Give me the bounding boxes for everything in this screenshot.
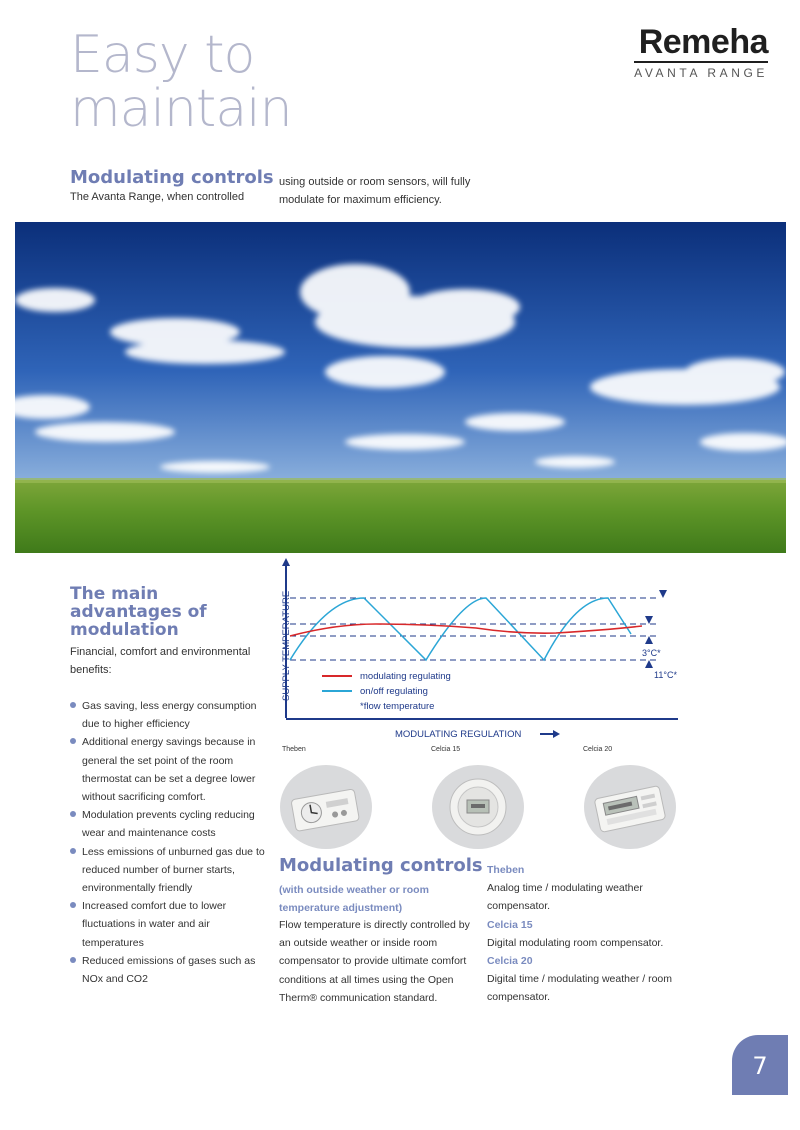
x-axis-label: MODULATING REGULATION: [395, 729, 522, 740]
list-item: Increased comfort due to lower fluctuations in water and air temperatures: [70, 897, 265, 952]
celcia15-thermostat-image: [431, 764, 525, 850]
list-item: Additional energy savings because in general the set point of the room thermostat can be set a degree lower without sacrificing comfort.: [70, 733, 265, 806]
logo-subtitle: AVANTA RANGE: [634, 66, 768, 80]
regulation-chart: [276, 556, 696, 746]
modulating-controls-body: Flow temperature is directly controlled by an outside weather or inside room compensator to provide ultimate comfort conditions at all times using the Open Therm® communication standard.: [279, 919, 470, 1004]
list-item: Gas saving, less energy consumption due to higher efficiency: [70, 697, 265, 733]
modulating-controls-heading: Modulating controls: [279, 855, 483, 876]
remeha-logo: [634, 24, 768, 80]
product-text: Analog time / modulating weather compensator.: [487, 882, 643, 913]
onoff-curve: [290, 598, 631, 660]
product-name: Celcia 15: [487, 918, 533, 931]
advantages-intro: Financial, comfort and environmental benefits:: [70, 646, 251, 676]
intro-heading: Modulating controls: [70, 167, 274, 188]
product-descriptions: [487, 861, 687, 1007]
list-item: Modulation prevents cycling reducing wear and maintenance costs: [70, 806, 265, 842]
page-number: 7: [732, 1035, 788, 1095]
marker-mid-upper: [645, 616, 653, 624]
bullet-icon: [70, 811, 76, 817]
modulating-controls-subheading: (with outside weather or room temperature adjustment): [279, 884, 429, 914]
page-title: [70, 25, 370, 139]
product-name: Celcia 20: [487, 955, 533, 968]
logo-wordmark: Remeha: [638, 23, 768, 61]
bullet-icon: [70, 702, 76, 708]
product-label-celcia20: Celcia 20: [583, 746, 613, 753]
product-name: Theben: [487, 864, 525, 876]
band-large-label: 11°C*: [654, 670, 677, 680]
product-label-theben: Theben: [282, 746, 306, 753]
modulating-curve: [290, 624, 642, 636]
theben-thermostat-image: [279, 764, 373, 850]
band-small-label: 3°C*: [642, 648, 661, 658]
y-axis-label: SUPPLY TEMPERATURE: [281, 590, 292, 701]
x-axis-label-arrowhead: [553, 730, 560, 738]
intro-text-col2: using outside or room sensors, will fully modulate for maximum efficiency.: [279, 176, 471, 206]
y-axis-arrow: [282, 558, 290, 566]
title-line-2: maintain: [70, 79, 292, 139]
bullet-icon: [70, 957, 76, 963]
marker-bottom: [645, 660, 653, 668]
sky-field-photo: [15, 222, 786, 553]
advantages-heading: The main advantages of modulation: [70, 584, 207, 640]
list-item: Less emissions of unburned gas due to reduced number of burner starts, environmentally friendly: [70, 843, 265, 898]
celcia20-thermostat-image: [583, 764, 677, 850]
product-text: Digital modulating room compensator.: [487, 936, 664, 949]
advantages-list: [70, 697, 265, 988]
list-item: Reduced emissions of gases such as NOx and CO2: [70, 952, 265, 988]
legend-note: *flow temperature: [360, 701, 435, 712]
intro-text-col1: The Avanta Range, when controlled: [70, 191, 245, 203]
product-label-celcia15: Celcia 15: [431, 746, 461, 753]
legend-label-modulating: modulating regulating: [360, 671, 451, 682]
title-line-1: Easy to: [70, 25, 255, 85]
logo-rule: [634, 61, 768, 63]
bullet-icon: [70, 902, 76, 908]
marker-top: [659, 590, 667, 598]
legend-label-onoff: on/off regulating: [360, 686, 428, 697]
bullet-icon: [70, 738, 76, 744]
marker-mid-lower: [645, 636, 653, 644]
bullet-icon: [70, 848, 76, 854]
product-text: Digital time / modulating weather / room compensator.: [487, 973, 672, 1004]
